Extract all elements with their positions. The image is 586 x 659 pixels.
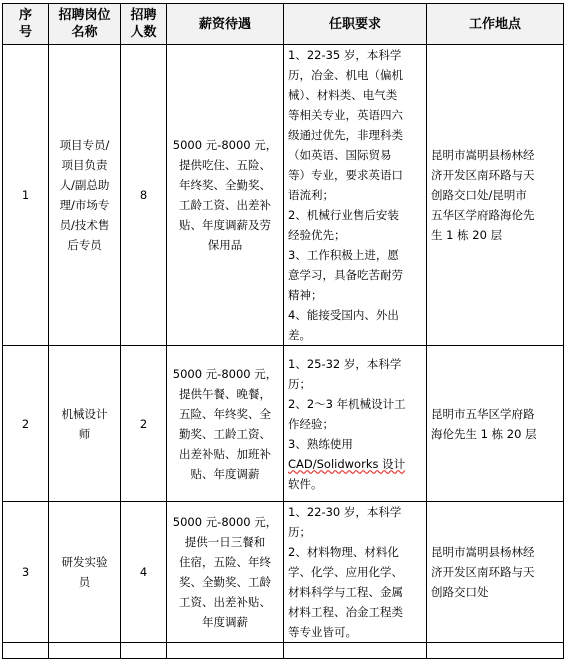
cell-location xyxy=(427,346,564,502)
cell-line: 勤奖、工龄工资、 xyxy=(179,426,271,441)
cell-line: 等相关专业，英语四六 xyxy=(288,108,403,122)
cell-line: 精神； xyxy=(288,288,323,302)
cell-location xyxy=(427,643,564,659)
cell-line: 差。 xyxy=(288,328,311,342)
cell-line: 员 xyxy=(78,575,91,589)
cell-position xyxy=(49,45,121,346)
cell-line: 2、机械行业售后安装 xyxy=(288,208,399,222)
cell-requirements xyxy=(284,346,427,502)
cell-line: 工龄工资、出差补 xyxy=(179,198,271,212)
cell-requirements xyxy=(284,643,427,659)
cell-line: 创路交口处 xyxy=(431,585,489,599)
cell-line: 项目专员/ xyxy=(59,138,110,152)
cell-line: 2、材料物理、材料化 xyxy=(288,545,399,559)
cell-line: CAD/Solidworks 设计 xyxy=(288,456,406,471)
cell-line: 昆明市五华区学府路 xyxy=(431,406,535,421)
cell-line: 保用品 xyxy=(207,238,243,252)
cell-line: 3、熟练使用 xyxy=(288,436,353,451)
table-header xyxy=(3,4,564,45)
cell-line: 提供吃住、五险、 xyxy=(179,158,271,172)
cell-line: 年度调薪 xyxy=(202,615,248,629)
cell-line: 作经验； xyxy=(288,416,334,431)
cell-index: 1 xyxy=(3,45,49,346)
cell-line: 2、2～3 年机械设计工 xyxy=(288,396,406,411)
cell-line: 1、25-32 岁，本科学 xyxy=(288,356,402,371)
cell-line: 机械设计 xyxy=(61,406,108,421)
cell-line: 后专员 xyxy=(67,238,102,252)
cell-location xyxy=(427,502,564,643)
cell-line: 海伦先生 1 栋 20 层 xyxy=(431,426,537,441)
cell-line: 师 xyxy=(78,426,91,441)
cell-line: 提供一日三餐和 xyxy=(184,535,266,549)
cell-line: 项目负责 xyxy=(61,158,108,172)
cell-line: 5000 元-8000 元， xyxy=(172,515,278,529)
cell-index: 3 xyxy=(3,502,49,643)
header-row xyxy=(3,4,564,45)
cell-line: 创路交口处/昆明市 xyxy=(431,188,527,202)
cell-line: 理/市场专 xyxy=(59,198,110,212)
cell-line: 研发实验 xyxy=(61,555,108,569)
cell-line: 5000 元-8000 元， xyxy=(172,366,278,381)
cell-line: 材料科学与工程、金属 xyxy=(288,585,403,599)
cell-index: 2 xyxy=(3,346,49,502)
cell-line: 经验优先； xyxy=(288,228,346,242)
cell-line: 历； xyxy=(288,525,311,539)
header-salary: 薪资待遇 xyxy=(167,4,284,45)
cell-requirements xyxy=(284,45,427,346)
cell-line: 材料工程、冶金工程类 xyxy=(288,605,403,619)
cell-line: 昆明市嵩明县杨林经 xyxy=(431,545,535,559)
cell-line: 械）、材料类、电气类 xyxy=(288,88,398,102)
cell-line: 工资、出差补贴、 xyxy=(179,595,271,609)
cell-line: 人/副总助 xyxy=(59,178,110,192)
table-row xyxy=(3,502,564,643)
cell-line: 级通过优先，非理科类 xyxy=(288,128,403,142)
cell-count: 2 xyxy=(121,346,167,502)
cell-position xyxy=(49,502,121,643)
cell-line: 住宿，五险、年终 xyxy=(179,555,271,569)
cell-line: 1、22-30 岁，本科学 xyxy=(288,505,402,519)
header-index: 序 号 xyxy=(3,4,49,45)
cell-line: 等专业皆可。 xyxy=(288,625,357,639)
cell-line: 出差补贴、加班补 xyxy=(179,446,271,461)
cell-line: 年终奖、全勤奖、 xyxy=(179,178,271,192)
cell-line: 1、22-35 岁，本科学 xyxy=(288,48,402,62)
cell-line: 5000 元-8000 元， xyxy=(172,138,278,152)
cell-line: 生 1 栋 20 层 xyxy=(431,228,503,242)
cell-line: 历，冶金、机电（偏机 xyxy=(288,68,403,82)
cell-line: 五华区学府路海伦先 xyxy=(431,208,535,222)
cell-line: 济开发区南环路与天 xyxy=(431,565,535,579)
table-row xyxy=(3,45,564,346)
header-location: 工作地点 xyxy=(427,4,564,45)
cell-line: 等）专业，要求英语口 xyxy=(288,168,403,182)
table-row xyxy=(3,346,564,502)
header-count: 招聘 人数 xyxy=(121,4,167,45)
cell-line: 4、能接受国内、外出 xyxy=(288,308,399,322)
header-requirements: 任职要求 xyxy=(284,4,427,45)
cell-count: 8 xyxy=(121,45,167,346)
cell-line: 学、化学、应用化学、 xyxy=(288,565,403,579)
cell-line: 五险、年终奖、全 xyxy=(179,406,271,421)
cell-salary xyxy=(167,643,284,659)
cell-salary xyxy=(167,45,284,346)
cell-count xyxy=(121,643,167,659)
table-body xyxy=(3,45,564,659)
cell-line: 奖、全勤奖、工龄 xyxy=(179,575,271,589)
cell-line: 历； xyxy=(288,376,311,391)
cell-line: 3、工作积极上进，愿 xyxy=(288,248,399,262)
cell-line: 软件。 xyxy=(288,476,323,491)
cell-line: 济开发区南环路与天 xyxy=(431,168,535,182)
cell-line: 语流利； xyxy=(288,188,334,202)
cell-position xyxy=(49,346,121,502)
cell-line: 昆明市嵩明县杨林经 xyxy=(431,148,535,162)
cell-line: 提供午餐、晚餐， xyxy=(179,386,271,401)
cell-line: 贴、年度调薪 xyxy=(190,466,260,481)
cell-salary xyxy=(167,346,284,502)
table-row xyxy=(3,643,564,659)
cell-line: 贴、年度调薪及劳 xyxy=(179,218,271,232)
cell-line: 员/技术售 xyxy=(59,218,110,232)
cell-location xyxy=(427,45,564,346)
header-position: 招聘岗位 名称 xyxy=(49,4,121,45)
cell-line: 意学习，具备吃苦耐劳 xyxy=(288,268,403,282)
cell-line: （如英语、国际贸易 xyxy=(288,148,392,162)
recruitment-table xyxy=(2,3,564,659)
cell-requirements xyxy=(284,502,427,643)
cell-position xyxy=(49,643,121,659)
cell-count: 4 xyxy=(121,502,167,643)
cell-index xyxy=(3,643,49,659)
cell-salary xyxy=(167,502,284,643)
